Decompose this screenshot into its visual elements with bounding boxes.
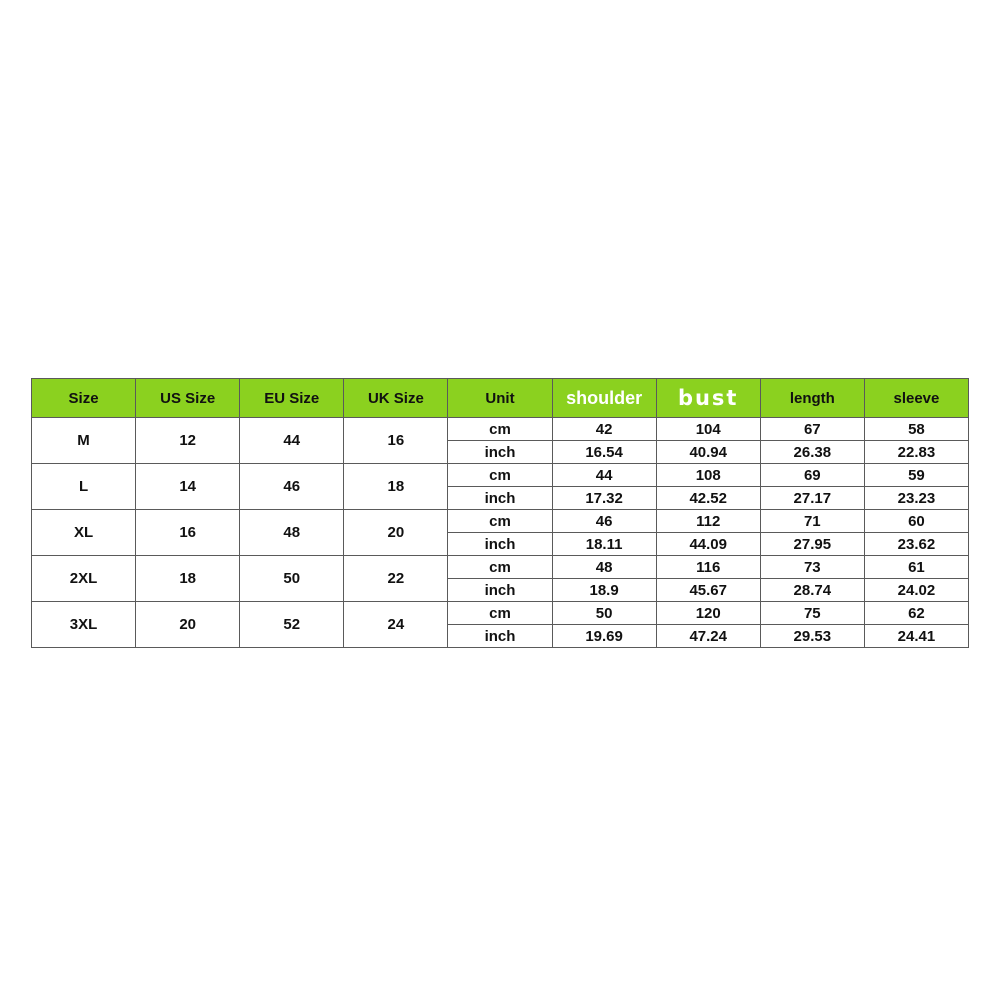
uk-size-cell: 20 xyxy=(344,510,448,556)
header-shoulder: shoulder xyxy=(552,379,656,418)
size-cell: XL xyxy=(32,510,136,556)
length-cell: 73 xyxy=(760,556,864,579)
unit-cell: inch xyxy=(448,487,552,510)
uk-size-cell: 16 xyxy=(344,418,448,464)
header-size: Size xyxy=(32,379,136,418)
eu-size-cell: 50 xyxy=(240,556,344,602)
uk-size-cell: 18 xyxy=(344,464,448,510)
shoulder-cell: 44 xyxy=(552,464,656,487)
unit-cell: cm xyxy=(448,510,552,533)
shoulder-cell: 16.54 xyxy=(552,441,656,464)
sleeve-cell: 24.02 xyxy=(864,579,968,602)
table-row xyxy=(32,464,969,487)
bust-cell: 47.24 xyxy=(656,625,760,648)
unit-cell: inch xyxy=(448,441,552,464)
us-size-cell: 16 xyxy=(136,510,240,556)
length-cell: 28.74 xyxy=(760,579,864,602)
unit-cell: cm xyxy=(448,556,552,579)
unit-cell: cm xyxy=(448,418,552,441)
bust-cell: 108 xyxy=(656,464,760,487)
shoulder-cell: 18.11 xyxy=(552,533,656,556)
length-cell: 29.53 xyxy=(760,625,864,648)
sleeve-cell: 60 xyxy=(864,510,968,533)
length-cell: 26.38 xyxy=(760,441,864,464)
size-cell: L xyxy=(32,464,136,510)
us-size-cell: 20 xyxy=(136,602,240,648)
bust-cell: 42.52 xyxy=(656,487,760,510)
size-cell: 2XL xyxy=(32,556,136,602)
unit-cell: inch xyxy=(448,533,552,556)
header-eu-size: EU Size xyxy=(240,379,344,418)
shoulder-cell: 19.69 xyxy=(552,625,656,648)
table-row xyxy=(32,602,969,625)
uk-size-cell: 22 xyxy=(344,556,448,602)
bust-cell: 44.09 xyxy=(656,533,760,556)
bust-cell: 104 xyxy=(656,418,760,441)
length-cell: 75 xyxy=(760,602,864,625)
header-sleeve: sleeve xyxy=(864,379,968,418)
sleeve-cell: 23.62 xyxy=(864,533,968,556)
sleeve-cell: 23.23 xyxy=(864,487,968,510)
unit-cell: cm xyxy=(448,464,552,487)
header-length: length xyxy=(760,379,864,418)
size-cell: M xyxy=(32,418,136,464)
length-cell: 67 xyxy=(760,418,864,441)
shoulder-cell: 50 xyxy=(552,602,656,625)
sleeve-cell: 59 xyxy=(864,464,968,487)
unit-cell: inch xyxy=(448,625,552,648)
length-cell: 27.95 xyxy=(760,533,864,556)
size-chart-table xyxy=(31,378,969,648)
table-row xyxy=(32,556,969,579)
header-unit: Unit xyxy=(448,379,552,418)
length-cell: 71 xyxy=(760,510,864,533)
sleeve-cell: 58 xyxy=(864,418,968,441)
length-cell: 69 xyxy=(760,464,864,487)
header-row xyxy=(32,379,969,418)
header-us-size: US Size xyxy=(136,379,240,418)
size-cell: 3XL xyxy=(32,602,136,648)
sleeve-cell: 22.83 xyxy=(864,441,968,464)
table-row xyxy=(32,418,969,441)
shoulder-cell: 18.9 xyxy=(552,579,656,602)
length-cell: 27.17 xyxy=(760,487,864,510)
bust-cell: 116 xyxy=(656,556,760,579)
shoulder-cell: 17.32 xyxy=(552,487,656,510)
eu-size-cell: 52 xyxy=(240,602,344,648)
sleeve-cell: 24.41 xyxy=(864,625,968,648)
us-size-cell: 18 xyxy=(136,556,240,602)
table-row xyxy=(32,510,969,533)
shoulder-cell: 46 xyxy=(552,510,656,533)
us-size-cell: 12 xyxy=(136,418,240,464)
bust-cell: 40.94 xyxy=(656,441,760,464)
eu-size-cell: 48 xyxy=(240,510,344,556)
sleeve-cell: 61 xyxy=(864,556,968,579)
sleeve-cell: 62 xyxy=(864,602,968,625)
header-uk-size: UK Size xyxy=(344,379,448,418)
bust-cell: 120 xyxy=(656,602,760,625)
header-bust: bust xyxy=(656,379,760,418)
shoulder-cell: 48 xyxy=(552,556,656,579)
unit-cell: cm xyxy=(448,602,552,625)
bust-cell: 112 xyxy=(656,510,760,533)
us-size-cell: 14 xyxy=(136,464,240,510)
eu-size-cell: 44 xyxy=(240,418,344,464)
unit-cell: inch xyxy=(448,579,552,602)
eu-size-cell: 46 xyxy=(240,464,344,510)
uk-size-cell: 24 xyxy=(344,602,448,648)
bust-cell: 45.67 xyxy=(656,579,760,602)
shoulder-cell: 42 xyxy=(552,418,656,441)
